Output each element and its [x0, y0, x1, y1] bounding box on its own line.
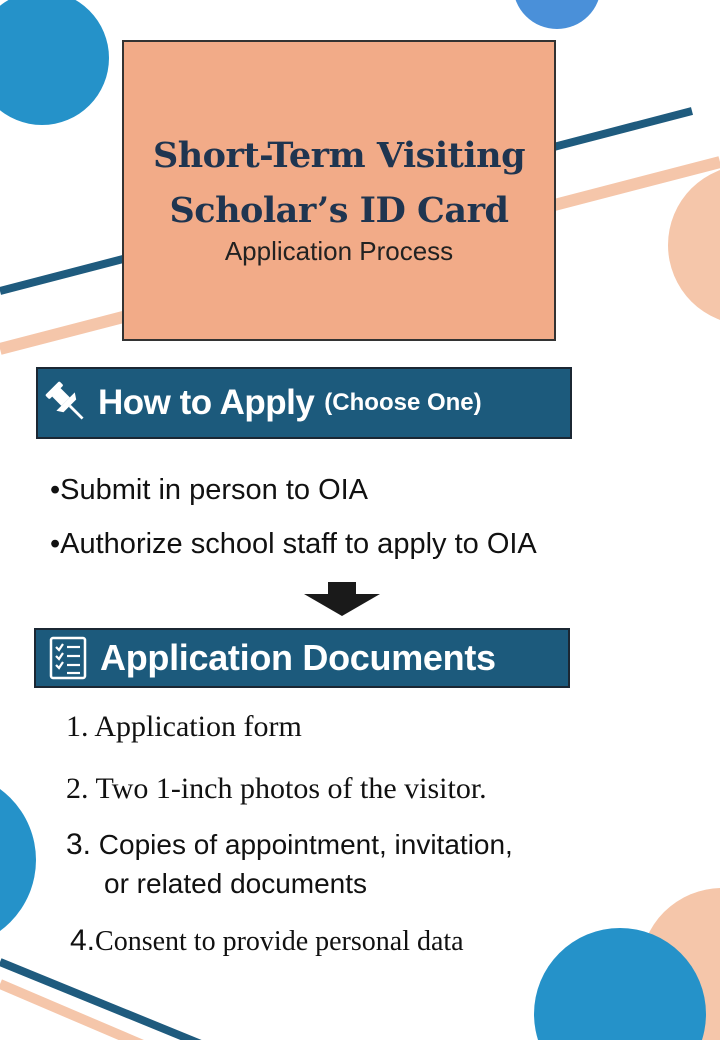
item-number: 3.: [66, 828, 92, 861]
page-title: [124, 128, 554, 238]
page-subtitle: Application Process: [224, 236, 454, 266]
title-line-1: Short-Term Visiting: [152, 135, 526, 176]
circle-top-right: [513, 0, 601, 29]
item-text: Consent to provide personal data: [95, 926, 464, 957]
item-number: 1.: [66, 710, 89, 743]
list-item: •Submit in person to OIA: [50, 474, 369, 506]
how-to-apply-heading: How to Apply: [98, 383, 315, 422]
item-number: 2.: [66, 772, 89, 805]
circle-right-peach: [668, 165, 720, 325]
circle-top-left: [0, 0, 109, 125]
item-number: 4.: [70, 924, 96, 957]
how-to-apply-banner: [36, 367, 572, 439]
list-item: [70, 924, 464, 958]
item-text: Copies of appointment, invitation,: [91, 829, 513, 860]
checklist-icon: [48, 635, 88, 681]
item-text: Two 1-inch photos of the visitor.: [88, 772, 487, 805]
title-card: [122, 40, 556, 341]
list-item: [66, 828, 513, 862]
application-documents-heading: Application Documents: [100, 637, 496, 678]
title-line-2: Scholar’s ID Card: [169, 190, 509, 231]
item-text: Application form: [88, 710, 302, 743]
application-documents-banner: [34, 628, 570, 688]
list-item-continuation: or related documents: [104, 868, 368, 899]
apply-options-list: [50, 470, 537, 578]
list-item: •Authorize school staff to apply to OIA: [50, 528, 537, 560]
circle-bottom-left: [0, 772, 36, 948]
choose-one-note: (Choose One): [324, 389, 482, 416]
list-item: [66, 772, 487, 806]
list-item: [66, 710, 302, 744]
pushpin-icon: [40, 376, 94, 430]
arrow-down-icon: [304, 582, 380, 616]
